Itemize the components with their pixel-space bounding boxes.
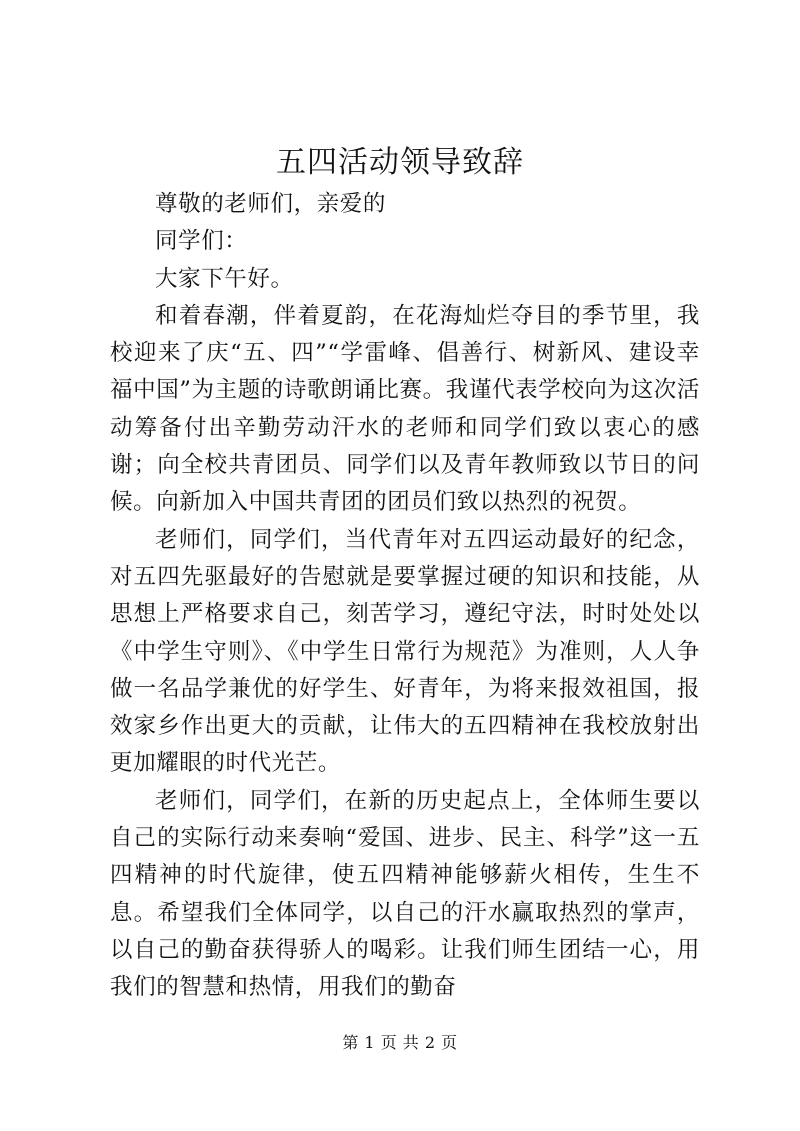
body-paragraph-1: 和着春潮，伴着夏韵，在花海灿烂夺目的季节里，我校迎来了庆“五、四”“学雷峰、倡善行、树新风、建设幸福中国”为主题的诗歌朗诵比赛。我谨代表学校向为这次活动筹备付出辛勤劳动汗水的老师和同学们致以衷心的感谢；向全校共青团员、同学们以及青年教师致以节日的问候。向新加入中国共青团的团员们致以热烈的祝贺。 bbox=[110, 302, 700, 516]
salutation-line-1: 尊敬的老师们，亲爱的 bbox=[155, 191, 387, 217]
page-footer: 第 1 页 共 2 页 bbox=[342, 1033, 458, 1052]
document-body bbox=[110, 186, 700, 1007]
body-paragraph-2: 老师们，同学们，当代青年对五四运动最好的纪念，对五四先驱最好的告慰就是要掌握过硬的知识和技能，从思想上严格要求自己，刻苦学习，遵纪守法，时时处处以《中学生守则》、《中学生日常行为规范》为准则，人人争做一名品学兼优的好学生、好青年，为将来报效祖国，报效家乡作出更大的贡献，让伟大的五四精神在我校放射出更加耀眼的时代光芒。 bbox=[110, 526, 700, 777]
body-paragraph-3: 老师们，同学们，在新的历史起点上，全体师生要以自己的实际行动来奏响“爱国、进步、民主、科学”这一五四精神的时代旋律，使五四精神能够薪火相传，生生不息。希望我们全体同学，以自己的汗水赢取热烈的掌声，以自己的勤奋获得骄人的喝彩。让我们师生团结一心，用我们的智慧和热情，用我们的勤奋 bbox=[110, 787, 700, 1001]
document-title: 五四活动领导致辞 bbox=[276, 145, 524, 180]
greeting: 大家下午好。 bbox=[155, 265, 294, 292]
salutation-line-2: 同学们： bbox=[155, 228, 248, 255]
